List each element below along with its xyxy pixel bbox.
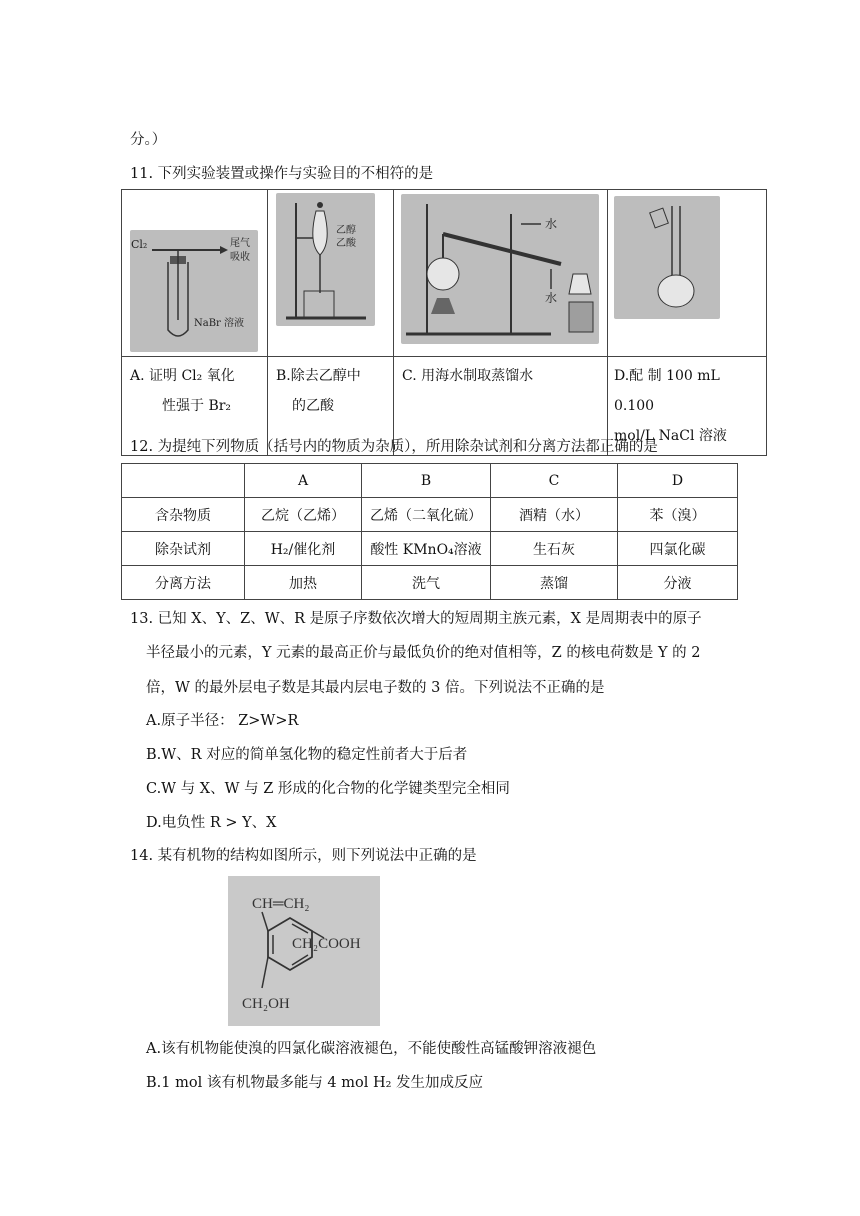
q11-figure-d [608,190,767,357]
q11-figure-a [122,190,268,357]
table-row [122,532,738,566]
fig-b-label-acetic: 乙酸 [336,238,356,249]
table-cell: 分液 [618,566,738,600]
fig-a-label-absorb: 吸收 [230,252,250,263]
table-cell: 生石灰 [491,532,618,566]
table-cell: 含杂物质 [122,498,245,532]
structure-image [228,876,380,1026]
volumetric-flask-icon [614,196,720,319]
q11-table [121,189,767,456]
q13-option-c: C.W 与 X、W 与 Z 形成的化合物的化学键类型完全相同 [146,781,510,797]
q14-option-b: B.1 mol 该有机物最多能与 4 mol H₂ 发生加成反应 [146,1075,484,1091]
q11-figure-c [394,190,608,357]
q11-option-d-line1: D.配 制 100 mL 0.100 [614,368,720,414]
fig-a-label-cl2: Cl₂ [131,238,148,251]
apparatus-d-image [614,196,720,319]
q14-stem: 14. 某有机物的结构如图所示，则下列说法中正确的是 [130,848,477,864]
q11-option-b-line1: B.除去乙醇中 [276,368,361,384]
table-row [122,566,738,600]
table-cell: 苯（溴） [618,498,738,532]
q11-figure-b [268,190,394,357]
fig-c-label-water-out: 水 [545,217,558,231]
q11-option-b-line2: 的乙酸 [292,398,334,414]
q13-stem-line3: 倍，W 的最外层电子数是其最内层电子数的 3 倍。下列说法不正确的是 [146,680,605,696]
q13-stem-line1: 13. 已知 X、Y、Z、W、R 是原子序数依次增大的短周期主族元素，X 是周期表中的原子 [130,611,702,627]
fig-a-label-tail: 尾气 [230,238,250,249]
q12-table [121,463,738,600]
struct-label-alcohol: CH₂OH [242,996,290,1012]
distillation-apparatus-icon [401,194,599,344]
table-cell: 酸性 KMnO₄溶液 [362,532,491,566]
q13-option-d: D.电负性 R > Y、X [146,815,277,831]
table-cell: 乙烯（二氧化硫） [362,498,491,532]
table-row [122,498,738,532]
table-cell: 蒸馏 [491,566,618,600]
table-cell: 加热 [245,566,362,600]
apparatus-b-image [276,193,375,326]
table-cell: 洗气 [362,566,491,600]
table-header-cell: D [618,464,738,498]
q11-option-a-line1: A. 证明 Cl₂ 氧化 [130,368,235,384]
q13-option-a: A.原子半径： Z>W>R [146,713,299,729]
q11-option-d-line2: mol/L NaCl 溶液 [614,428,727,444]
table-header-cell: B [362,464,491,498]
q13-stem-line2: 半径最小的元素，Y 元素的最高正价与最低负价的绝对值相等，Z 的核电荷数是 Y 的 2 [146,645,701,661]
q11-option-a-line2: 性强于 Br₂ [162,398,232,414]
fig-c-label-water-in: 水 [545,291,558,305]
fig-b-label-ethanol: 乙醇 [336,225,356,236]
table-cell: 除杂试剂 [122,532,245,566]
apparatus-a-image [130,230,258,352]
benzene-ring-icon [228,876,380,1026]
q13-option-b: B.W、R 对应的简单氢化物的稳定性前者大于后者 [146,747,468,763]
table-header-cell: A [245,464,362,498]
struct-label-vinyl: CH═CH₂ [252,896,310,912]
q11-option-c-line1: C. 用海水制取蒸馏水 [402,368,534,384]
table-cell: 酒精（水） [491,498,618,532]
intro-text: 分。） [130,132,167,148]
table-header-cell: C [491,464,618,498]
q14-option-a: A.该有机物能使溴的四氯化碳溶液褪色，不能使酸性高锰酸钾溶液褪色 [146,1041,597,1057]
table-row [122,464,738,498]
test-tube-icon [130,230,258,352]
table-header-cell [122,464,245,498]
table-cell: 分离方法 [122,566,245,600]
table-cell: 乙烷（乙烯） [245,498,362,532]
table-cell: 四氯化碳 [618,532,738,566]
apparatus-c-image [401,194,599,344]
q11-stem: 11. 下列实验装置或操作与实验目的不相符的是 [130,166,434,182]
q12-stem: 12. 为提纯下列物质（括号内的物质为杂质），所用除杂试剂和分离方法都正确的是 [130,439,658,455]
fig-a-label-nabr: NaBr 溶液 [194,318,245,329]
struct-label-acid: CH₂COOH [292,936,361,952]
separatory-funnel-icon [276,193,375,326]
table-cell: H₂/催化剂 [245,532,362,566]
